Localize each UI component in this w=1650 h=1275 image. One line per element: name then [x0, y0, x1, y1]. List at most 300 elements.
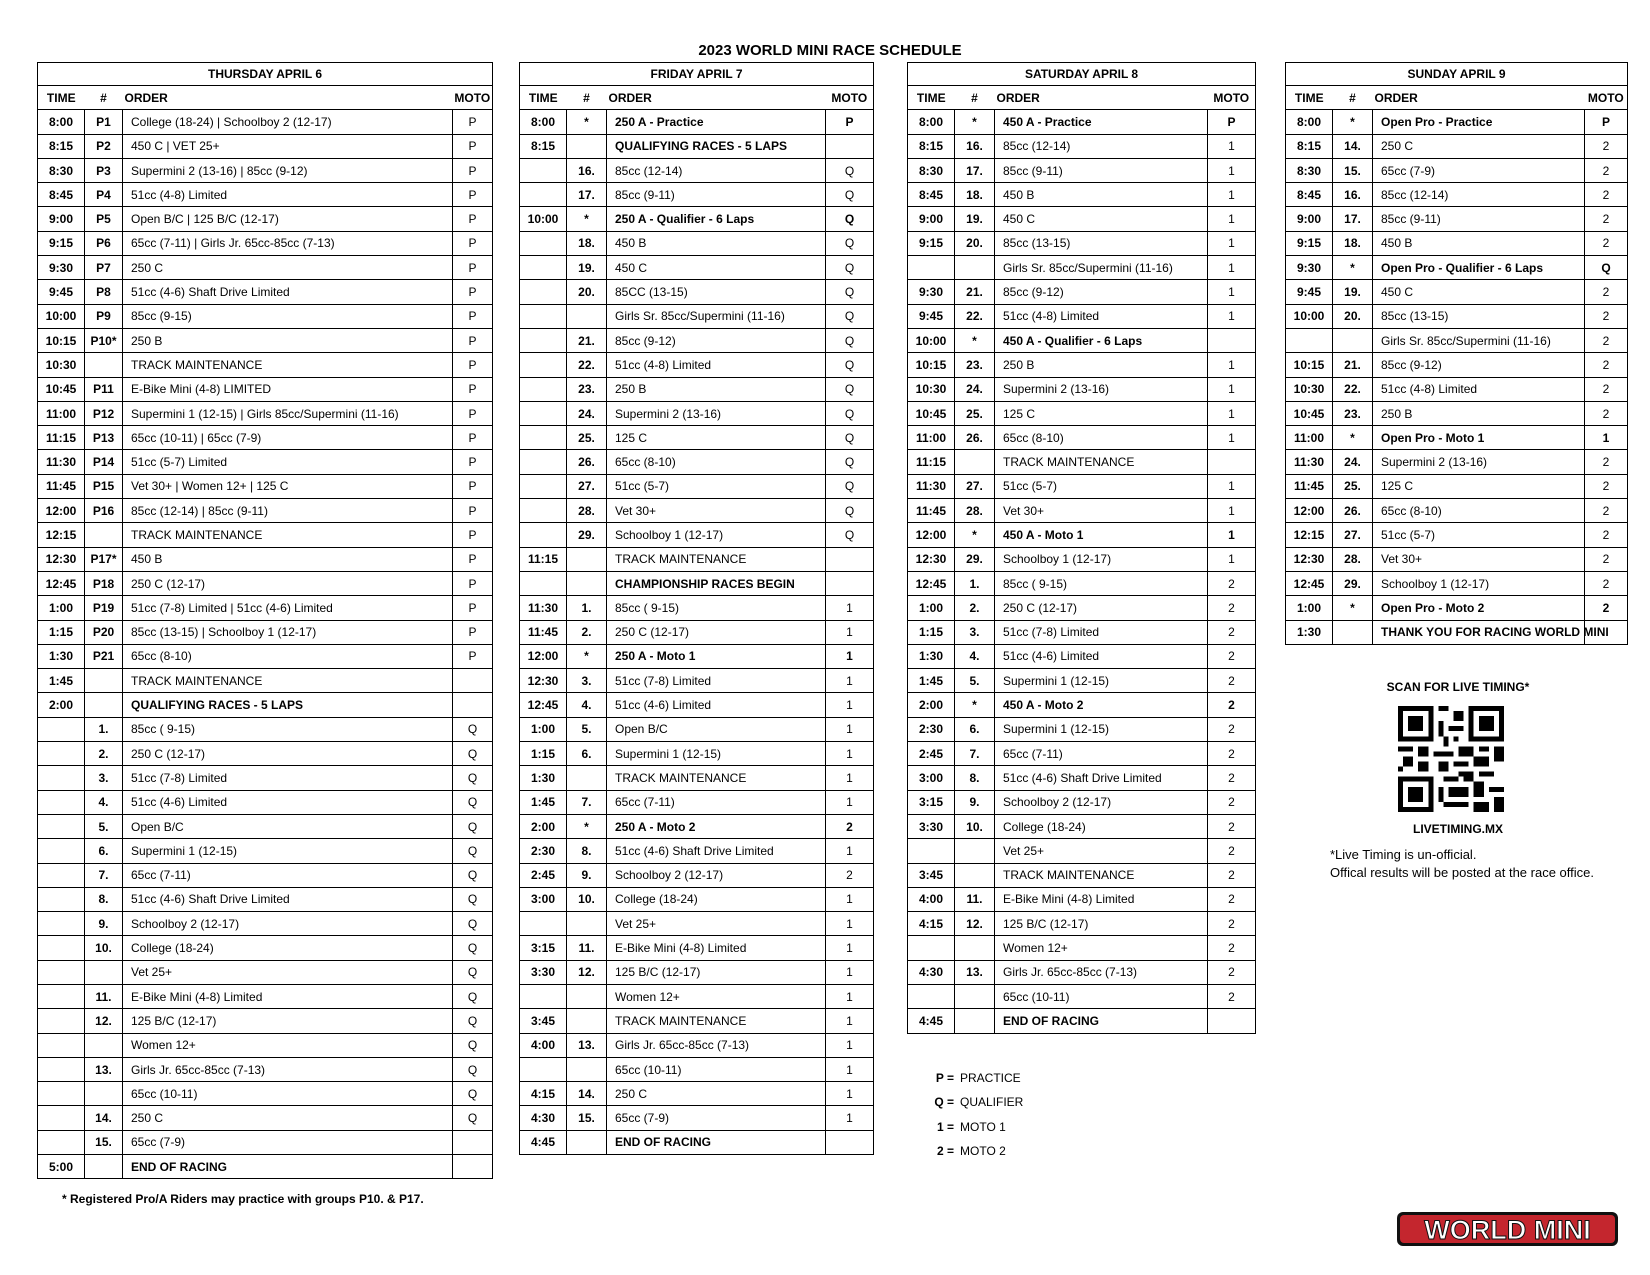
row-time: 10:45	[38, 377, 85, 401]
row-class: E-Bike Mini (4-8) Limited	[607, 936, 826, 960]
row-number: *	[955, 693, 995, 717]
schedule-row	[520, 766, 874, 790]
row-time: 3:15	[520, 936, 567, 960]
row-time: 1:00	[520, 717, 567, 741]
row-time	[908, 256, 955, 280]
row-moto: 1	[826, 766, 874, 790]
row-number: 11.	[85, 984, 123, 1008]
row-time	[520, 280, 567, 304]
row-class: TRACK MAINTENANCE	[607, 1009, 826, 1033]
schedule-row	[1286, 547, 1628, 571]
row-time: 1:30	[520, 766, 567, 790]
row-class: Schoolboy 1 (12-17)	[1373, 571, 1585, 595]
row-class: 450 C	[1373, 280, 1585, 304]
row-moto: Q	[826, 377, 874, 401]
row-moto: 1	[826, 620, 874, 644]
legend-item: 2 = MOTO 2	[936, 1143, 1006, 1158]
row-number: P2	[85, 134, 123, 158]
schedule-row	[38, 1057, 493, 1081]
row-class: 250 C (12-17)	[607, 620, 826, 644]
schedule-row	[908, 571, 1256, 595]
row-class: 85cc (9-11)	[995, 158, 1208, 182]
row-number: 22.	[955, 304, 995, 328]
day-title: SATURDAY APRIL 8	[908, 63, 1256, 86]
row-moto: Q	[826, 328, 874, 352]
schedule-row	[908, 863, 1256, 887]
row-number	[567, 1057, 607, 1081]
row-number: P19	[85, 596, 123, 620]
row-moto: 2	[1208, 742, 1256, 766]
schedule-row	[520, 863, 874, 887]
schedule-row	[908, 912, 1256, 936]
schedule-row	[908, 839, 1256, 863]
legend-item: 1 = MOTO 1	[936, 1119, 1006, 1134]
row-moto: 1	[826, 742, 874, 766]
row-moto: 2	[1585, 280, 1628, 304]
schedule-row	[908, 742, 1256, 766]
row-class: 65cc (8-10)	[995, 426, 1208, 450]
row-moto: Q	[453, 790, 493, 814]
row-moto: Q	[453, 839, 493, 863]
schedule-row	[38, 742, 493, 766]
row-moto: P	[453, 620, 493, 644]
row-time	[38, 1009, 85, 1033]
schedule-row	[1286, 207, 1628, 231]
row-class: 85cc (9-11)	[1373, 207, 1585, 231]
schedule-row	[38, 377, 493, 401]
schedule-row	[908, 256, 1256, 280]
schedule-row	[520, 1057, 874, 1081]
schedule-row	[908, 523, 1256, 547]
schedule-row	[520, 474, 874, 498]
row-moto: Q	[453, 887, 493, 911]
row-time: 4:00	[520, 1033, 567, 1057]
schedule-row	[1286, 304, 1628, 328]
row-moto: 2	[1208, 912, 1256, 936]
row-number: 25.	[1333, 474, 1373, 498]
column-header-row	[1286, 86, 1628, 110]
row-moto: Q	[453, 742, 493, 766]
row-moto: 2	[1585, 207, 1628, 231]
row-moto: Q	[453, 814, 493, 838]
row-class: 51cc (4-8) Limited	[1373, 377, 1585, 401]
row-moto: 1	[1208, 547, 1256, 571]
row-moto: 1	[1208, 401, 1256, 425]
row-moto: 1	[1208, 231, 1256, 255]
row-number: *	[955, 328, 995, 352]
schedule-row	[520, 887, 874, 911]
schedule-row	[908, 1009, 1256, 1033]
qr-code-icon[interactable]	[1398, 706, 1504, 812]
schedule-row	[1286, 183, 1628, 207]
row-time	[1286, 328, 1333, 352]
schedule-row	[908, 620, 1256, 644]
row-number: *	[1333, 110, 1373, 134]
row-time: 12:45	[1286, 571, 1333, 595]
schedule-row	[520, 280, 874, 304]
row-class: Girls Jr. 65cc-85cc (7-13)	[123, 1057, 453, 1081]
row-time: 1:30	[38, 644, 85, 668]
schedule-row	[520, 328, 874, 352]
row-class: 85cc (13-15)	[1373, 304, 1585, 328]
column-header-num: #	[85, 86, 123, 110]
row-moto: 2	[1585, 596, 1628, 620]
row-class: Supermini 2 (13-16)	[1373, 450, 1585, 474]
row-number: P14	[85, 450, 123, 474]
schedule-row	[520, 912, 874, 936]
row-class: 65cc (8-10)	[1373, 499, 1585, 523]
row-moto: 1	[826, 717, 874, 741]
column-header-time: TIME	[1286, 86, 1333, 110]
row-class: 450 B	[995, 183, 1208, 207]
row-class: 85cc (9-12)	[1373, 353, 1585, 377]
row-time	[520, 183, 567, 207]
row-time: 3:30	[520, 960, 567, 984]
row-number: P12	[85, 401, 123, 425]
row-class: 51cc (4-6) Limited	[607, 693, 826, 717]
row-moto	[1208, 1009, 1256, 1033]
schedule-row	[908, 328, 1256, 352]
practice-footnote: * Registered Pro/A Riders may practice with groups P10. & P17.	[62, 1192, 424, 1206]
row-moto: P	[453, 110, 493, 134]
row-time	[908, 984, 955, 1008]
row-number: *	[567, 207, 607, 231]
schedule-row	[908, 183, 1256, 207]
schedule-row	[1286, 596, 1628, 620]
column-header-num: #	[955, 86, 995, 110]
row-moto: P	[453, 474, 493, 498]
row-class: Vet 25+	[607, 912, 826, 936]
row-class: Vet 25+	[123, 960, 453, 984]
row-moto: P	[453, 256, 493, 280]
schedule-row	[38, 328, 493, 352]
schedule-row	[38, 669, 493, 693]
row-class: Women 12+	[607, 984, 826, 1008]
row-number: 19.	[1333, 280, 1373, 304]
row-class: 125 C	[995, 401, 1208, 425]
row-moto: 1	[826, 644, 874, 668]
schedule-row	[908, 280, 1256, 304]
row-moto: Q	[453, 936, 493, 960]
legend-item: Q = QUALIFIER	[934, 1095, 1024, 1110]
row-time: 11:00	[1286, 426, 1333, 450]
row-class: QUALIFYING RACES - 5 LAPS	[607, 134, 826, 158]
row-class: 85cc (9-12)	[607, 328, 826, 352]
schedule-row	[520, 839, 874, 863]
schedule-row	[908, 693, 1256, 717]
row-time: 1:30	[1286, 620, 1333, 644]
schedule-row	[38, 231, 493, 255]
row-class: 85cc ( 9-15)	[607, 596, 826, 620]
row-moto: P	[453, 328, 493, 352]
schedule-row	[908, 426, 1256, 450]
row-time	[520, 426, 567, 450]
row-class: 65cc (10-11) | 65cc (7-9)	[123, 426, 453, 450]
row-class: 125 B/C (12-17)	[995, 912, 1208, 936]
schedule-row	[908, 984, 1256, 1008]
row-time: 2:45	[520, 863, 567, 887]
column-header-time: TIME	[38, 86, 85, 110]
row-number: P15	[85, 474, 123, 498]
row-time: 1:45	[520, 790, 567, 814]
row-class: E-Bike Mini (4-8) Limited	[123, 984, 453, 1008]
row-number	[567, 1009, 607, 1033]
row-class: College (18-24)	[995, 814, 1208, 838]
row-number: 2.	[955, 596, 995, 620]
column-header-moto: MOTO	[1585, 86, 1628, 110]
row-number: 27.	[955, 474, 995, 498]
row-number: 24.	[1333, 450, 1373, 474]
row-class: Open Pro - Qualifier - 6 Laps	[1373, 256, 1585, 280]
row-class: 65cc (10-11)	[995, 984, 1208, 1008]
row-moto: P	[453, 426, 493, 450]
schedule-row	[1286, 474, 1628, 498]
row-number	[1333, 620, 1373, 644]
schedule-row	[520, 207, 874, 231]
schedule-row	[908, 377, 1256, 401]
schedule-row	[38, 183, 493, 207]
row-number: 11.	[955, 887, 995, 911]
row-number: 14.	[1333, 134, 1373, 158]
row-number: 6.	[567, 742, 607, 766]
row-number: 5.	[567, 717, 607, 741]
row-time: 9:45	[38, 280, 85, 304]
row-class: Open Pro - Practice	[1373, 110, 1585, 134]
row-moto: Q	[826, 474, 874, 498]
row-number: 21.	[567, 328, 607, 352]
row-moto: 1	[826, 596, 874, 620]
row-moto: 1	[1208, 499, 1256, 523]
row-number: 6.	[955, 717, 995, 741]
schedule-row	[520, 499, 874, 523]
row-time	[520, 353, 567, 377]
row-number: 9.	[85, 912, 123, 936]
schedule-row	[38, 693, 493, 717]
row-number: 28.	[567, 499, 607, 523]
schedule-row	[520, 134, 874, 158]
row-class: Open B/C | 125 B/C (12-17)	[123, 207, 453, 231]
row-number: 29.	[955, 547, 995, 571]
schedule-row	[38, 401, 493, 425]
row-class: 51cc (5-7)	[1373, 523, 1585, 547]
schedule-row	[520, 377, 874, 401]
row-moto: P	[453, 304, 493, 328]
row-class: E-Bike Mini (4-8) LIMITED	[123, 377, 453, 401]
row-class: 250 A - Moto 2	[607, 814, 826, 838]
row-class: Vet 25+	[995, 839, 1208, 863]
row-class: TRACK MAINTENANCE	[995, 450, 1208, 474]
row-number: *	[567, 110, 607, 134]
row-moto	[1208, 450, 1256, 474]
row-time	[520, 1057, 567, 1081]
schedule-row	[1286, 158, 1628, 182]
row-moto: P	[453, 158, 493, 182]
schedule-row	[908, 936, 1256, 960]
row-number: 5.	[955, 669, 995, 693]
schedule-row	[520, 936, 874, 960]
row-class: 250 C	[607, 1082, 826, 1106]
row-moto: 1	[1208, 280, 1256, 304]
row-class: 450 B	[1373, 231, 1585, 255]
schedule-row	[908, 353, 1256, 377]
row-time: 1:15	[38, 620, 85, 644]
row-time: 1:45	[908, 669, 955, 693]
schedule-row	[38, 280, 493, 304]
row-time: 8:00	[908, 110, 955, 134]
row-moto: P	[453, 401, 493, 425]
schedule-row	[520, 523, 874, 547]
row-moto: 1	[826, 669, 874, 693]
schedule-row	[520, 1033, 874, 1057]
schedule-row	[38, 1009, 493, 1033]
row-class: 250 B	[1373, 401, 1585, 425]
row-class: 65cc (8-10)	[123, 644, 453, 668]
row-time	[520, 401, 567, 425]
row-moto	[453, 1130, 493, 1154]
row-moto: 2	[1585, 304, 1628, 328]
row-moto: 1	[826, 1106, 874, 1130]
row-class: 125 B/C (12-17)	[607, 960, 826, 984]
row-number: 1.	[567, 596, 607, 620]
row-time: 8:15	[520, 134, 567, 158]
row-class: 450 A - Moto 2	[995, 693, 1208, 717]
row-number	[1333, 328, 1373, 352]
row-moto: 2	[1208, 863, 1256, 887]
row-number: P20	[85, 620, 123, 644]
row-time: 4:30	[908, 960, 955, 984]
row-number: 17.	[1333, 207, 1373, 231]
row-moto: 1	[1208, 474, 1256, 498]
row-number: 23.	[955, 353, 995, 377]
row-moto: 1	[826, 1033, 874, 1057]
schedule-row	[38, 790, 493, 814]
schedule-row	[520, 450, 874, 474]
row-class: END OF RACING	[995, 1009, 1208, 1033]
row-number: P4	[85, 183, 123, 207]
row-number: *	[1333, 256, 1373, 280]
row-time	[38, 1082, 85, 1106]
row-class: 85cc ( 9-15)	[995, 571, 1208, 595]
row-moto: 1	[826, 693, 874, 717]
schedule-row	[38, 256, 493, 280]
row-class: Girls Sr. 85cc/Supermini (11-16)	[607, 304, 826, 328]
schedule-row	[1286, 110, 1628, 134]
row-time	[38, 1130, 85, 1154]
row-moto: Q	[826, 207, 874, 231]
row-time	[38, 839, 85, 863]
row-number: 2.	[85, 742, 123, 766]
schedule-row	[38, 547, 493, 571]
row-class: Open Pro - Moto 2	[1373, 596, 1585, 620]
row-time: 11:00	[38, 401, 85, 425]
row-number: 4.	[955, 644, 995, 668]
row-time: 10:15	[1286, 353, 1333, 377]
schedule-row	[520, 790, 874, 814]
row-class: 51cc (4-6) Limited	[123, 790, 453, 814]
row-time: 11:45	[520, 620, 567, 644]
row-number: 5.	[85, 814, 123, 838]
row-time: 8:30	[1286, 158, 1333, 182]
row-number: 27.	[567, 474, 607, 498]
row-moto: P	[453, 499, 493, 523]
row-time: 8:00	[1286, 110, 1333, 134]
row-number: 20.	[955, 231, 995, 255]
row-time: 12:15	[1286, 523, 1333, 547]
row-time: 3:00	[520, 887, 567, 911]
row-moto: 1	[826, 960, 874, 984]
schedule-row	[520, 1106, 874, 1130]
row-number: P21	[85, 644, 123, 668]
row-number: P9	[85, 304, 123, 328]
row-moto: P	[453, 450, 493, 474]
row-time: 11:45	[908, 499, 955, 523]
row-time: 1:00	[908, 596, 955, 620]
column-header-time: TIME	[520, 86, 567, 110]
row-time: 1:45	[38, 669, 85, 693]
row-time	[520, 304, 567, 328]
row-time: 12:30	[1286, 547, 1333, 571]
schedule-row	[908, 669, 1256, 693]
row-time: 10:45	[1286, 401, 1333, 425]
live-timing-site[interactable]: LIVETIMING.MX	[1413, 822, 1503, 836]
row-class: TRACK MAINTENANCE	[607, 766, 826, 790]
row-moto: 1	[1208, 256, 1256, 280]
schedule-row	[908, 644, 1256, 668]
row-time: 11:00	[908, 426, 955, 450]
row-class: Schoolboy 2 (12-17)	[123, 912, 453, 936]
row-time: 8:45	[908, 183, 955, 207]
row-class: 65cc (10-11)	[607, 1057, 826, 1081]
column-header-order: ORDER	[123, 86, 453, 110]
row-number: 7.	[955, 742, 995, 766]
row-time	[520, 377, 567, 401]
row-time	[520, 499, 567, 523]
row-time	[38, 814, 85, 838]
row-number: 29.	[567, 523, 607, 547]
row-time: 10:15	[908, 353, 955, 377]
row-class: Girls Jr. 65cc-85cc (7-13)	[607, 1033, 826, 1057]
row-number: 13.	[567, 1033, 607, 1057]
schedule-row	[1286, 620, 1628, 644]
column-header-moto: MOTO	[826, 86, 874, 110]
row-time: 11:15	[38, 426, 85, 450]
row-class: 65cc (7-9)	[607, 1106, 826, 1130]
row-class: E-Bike Mini (4-8) Limited	[995, 887, 1208, 911]
row-number: 18.	[1333, 231, 1373, 255]
row-class: 65cc (10-11)	[123, 1082, 453, 1106]
row-class: 250 C	[1373, 134, 1585, 158]
row-time: 12:15	[38, 523, 85, 547]
row-time: 9:15	[908, 231, 955, 255]
row-number: 20.	[1333, 304, 1373, 328]
row-number: *	[567, 644, 607, 668]
row-time: 8:45	[1286, 183, 1333, 207]
row-number: 8.	[955, 766, 995, 790]
legend-item: P = PRACTICE	[935, 1071, 1021, 1085]
row-time	[520, 231, 567, 255]
row-moto: 2	[1585, 401, 1628, 425]
row-class: Schoolboy 1 (12-17)	[607, 523, 826, 547]
row-moto: 1	[1585, 426, 1628, 450]
row-class: 125 B/C (12-17)	[123, 1009, 453, 1033]
row-time: 11:45	[1286, 474, 1333, 498]
row-number: P6	[85, 231, 123, 255]
row-moto: 2	[1208, 596, 1256, 620]
row-time: 12:30	[38, 547, 85, 571]
row-number: *	[567, 814, 607, 838]
row-moto: 1	[826, 887, 874, 911]
row-time: 1:30	[908, 644, 955, 668]
